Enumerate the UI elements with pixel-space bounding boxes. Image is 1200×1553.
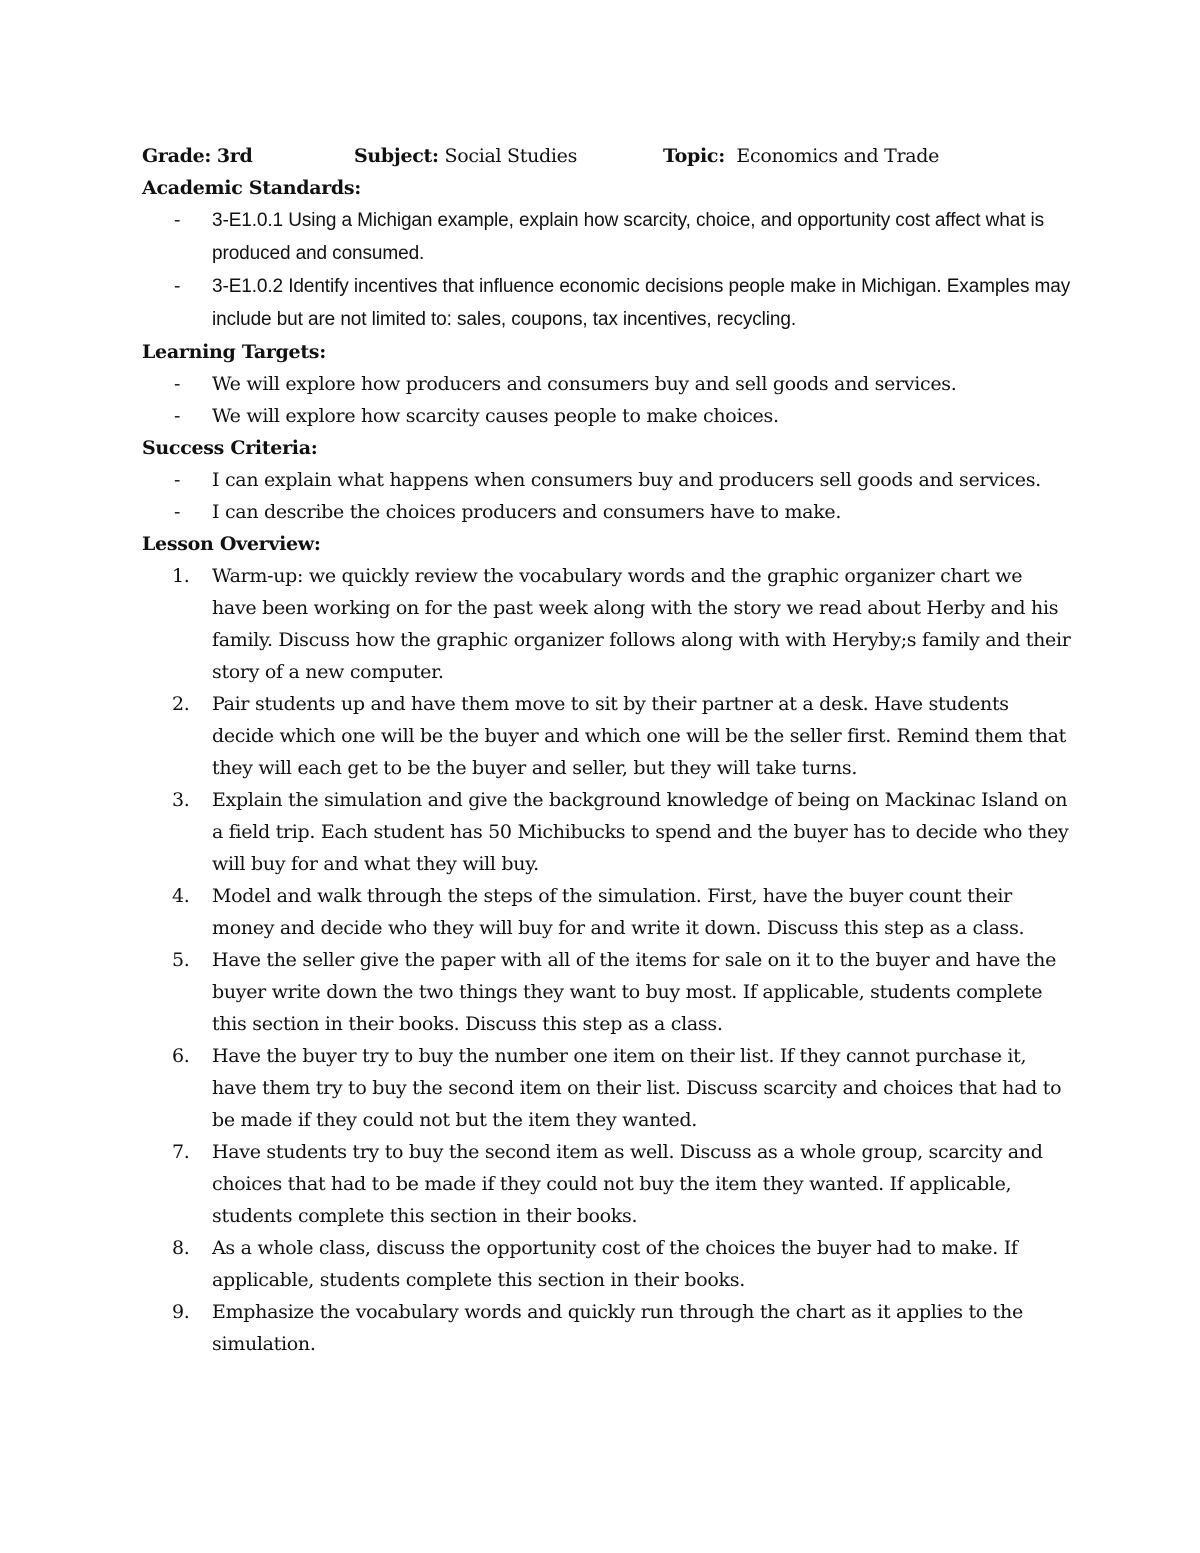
- lesson-overview-heading: Lesson Overview:: [142, 533, 321, 555]
- step-text: Pair students up and have them move to sit by their partner at a desk. Have students decide which one will be the buyer and which one will be the seller first. Remind them that they will each get to be the buyer and seller, but they will take turns.: [212, 693, 1066, 779]
- target-text: We will explore how producers and consumers buy and sell goods and services.: [212, 373, 957, 395]
- standard-text: 3-E1.0.2 Identify incentives that influence economic decisions people make in Michigan. Examples may include but are not limited to: sales, coupons, tax incentives, recycling.: [212, 276, 1071, 330]
- criteria-text: I can explain what happens when consumers buy and producers sell goods and services.: [212, 469, 1041, 491]
- topic-field: [663, 140, 939, 172]
- subject-label: Subject:: [354, 145, 439, 167]
- standard-item: - 3-E1.0.2 Identify incentives that influence economic decisions people make in Michigan. Examples may include but are not limited to: sales, coupons, tax incentives, recycling.: [174, 275, 1071, 330]
- success-criteria-list: [142, 464, 1072, 528]
- step-text: Emphasize the vocabulary words and quickly run through the chart as it applies to the simulation.: [212, 1301, 1023, 1355]
- overview-step: 5. Have the seller give the paper with all of the items for sale on it to the buyer and have the buyer write down the two things they want to buy most. If applicable, students complete this section in their books. Discuss this step as a class.: [172, 949, 1057, 1035]
- overview-step: 8. As a whole class, discuss the opportunity cost of the choices the buyer had to make. If applicable, students complete this section in their books.: [172, 1237, 1018, 1291]
- target-item: - We will explore how producers and consumers buy and sell goods and services.: [174, 373, 957, 395]
- step-text: Warm-up: we quickly review the vocabulary words and the graphic organizer chart we have been working on for the past week along with the story we read about Herby and his family. Discuss how the graphic organizer follows along with with Heryby;s family and their story of a new computer.: [212, 565, 1071, 683]
- step-text: As a whole class, discuss the opportunity cost of the choices the buyer had to make. If applicable, students complete this section in their books.: [212, 1237, 1018, 1291]
- subject-value: Social Studies: [444, 145, 578, 167]
- academic-standards-heading: Academic Standards:: [142, 177, 362, 199]
- step-text: Have students try to buy the second item as well. Discuss as a whole group, scarcity and choices that had to be made if they could not buy the item they wanted. If applicable, students complete this section in their books.: [212, 1141, 1043, 1227]
- step-text: Explain the simulation and give the background knowledge of being on Mackinac Island on a field trip. Each student has 50 Michibucks to spend and the buyer has to decide who they will buy for and what they will buy.: [212, 789, 1069, 875]
- subject-field: [354, 140, 577, 172]
- grade-value: 3rd: [216, 145, 253, 167]
- target-text: We will explore how scarcity causes people to make choices.: [212, 405, 779, 427]
- overview-step: 9. Emphasize the vocabulary words and quickly run through the chart as it applies to the simulation.: [172, 1301, 1023, 1355]
- topic-value: Economics and Trade: [736, 145, 940, 167]
- topic-label: Topic:: [663, 145, 725, 167]
- lesson-overview-list: [142, 560, 1072, 1360]
- standard-text: 3-E1.0.1 Using a Michigan example, explain how scarcity, choice, and opportunity cost affect what is produced and consumed.: [212, 210, 1045, 264]
- learning-targets-heading: Learning Targets:: [142, 341, 326, 363]
- overview-step: 4. Model and walk through the steps of the simulation. First, have the buyer count their money and decide who they will buy for and write it down. Discuss this step as a class.: [172, 885, 1025, 939]
- step-text: Have the seller give the paper with all of the items for sale on it to the buyer and have the buyer write down the two things they want to buy most. If applicable, students complete this section in their books. Discuss this step as a class.: [212, 949, 1057, 1035]
- grade-field: [142, 140, 253, 172]
- criteria-item: - I can explain what happens when consumers buy and producers sell goods and services.: [174, 469, 1041, 491]
- overview-step: 7. Have students try to buy the second item as well. Discuss as a whole group, scarcity and choices that had to be made if they could not buy the item they wanted. If applicable, students complete this section in their books.: [172, 1141, 1043, 1227]
- target-item: - We will explore how scarcity causes people to make choices.: [174, 405, 779, 427]
- academic-standards-list: [142, 204, 1072, 336]
- criteria-item: - I can describe the choices producers and consumers have to make.: [174, 501, 842, 523]
- criteria-text: I can describe the choices producers and consumers have to make.: [212, 501, 842, 523]
- learning-targets-list: [142, 368, 1072, 432]
- step-text: Have the buyer try to buy the number one item on their list. If they cannot purchase it, have them try to buy the second item on their list. Discuss scarcity and choices that had to be made if they could not but the item they wanted.: [212, 1045, 1062, 1131]
- standard-item: - 3-E1.0.1 Using a Michigan example, explain how scarcity, choice, and opportunity cost affect what is produced and consumed.: [174, 209, 1045, 264]
- lesson-plan: [142, 140, 1072, 1360]
- overview-step: 6. Have the buyer try to buy the number one item on their list. If they cannot purchase it, have them try to buy the second item on their list. Discuss scarcity and choices that had to be made if they could not but the item they wanted.: [172, 1045, 1062, 1131]
- overview-step: 2. Pair students up and have them move to sit by their partner at a desk. Have students decide which one will be the buyer and which one will be the seller first. Remind them that they will each get to be the buyer and seller, but they will take turns.: [172, 693, 1066, 779]
- step-text: Model and walk through the steps of the simulation. First, have the buyer count their money and decide who they will buy for and write it down. Discuss this step as a class.: [212, 885, 1025, 939]
- overview-step: 3. Explain the simulation and give the background knowledge of being on Mackinac Island on a field trip. Each student has 50 Michibucks to spend and the buyer has to decide who they will buy for and what they will buy.: [172, 789, 1069, 875]
- success-criteria-heading: Success Criteria:: [142, 437, 318, 459]
- grade-label: Grade:: [142, 145, 212, 167]
- header-row: [142, 140, 1072, 172]
- overview-step: 1. Warm-up: we quickly review the vocabulary words and the graphic organizer chart we have been working on for the past week along with the story we read about Herby and his family. Discuss how the graphic organizer follows along with with Heryby;s family and their story of a new computer.: [172, 565, 1071, 683]
